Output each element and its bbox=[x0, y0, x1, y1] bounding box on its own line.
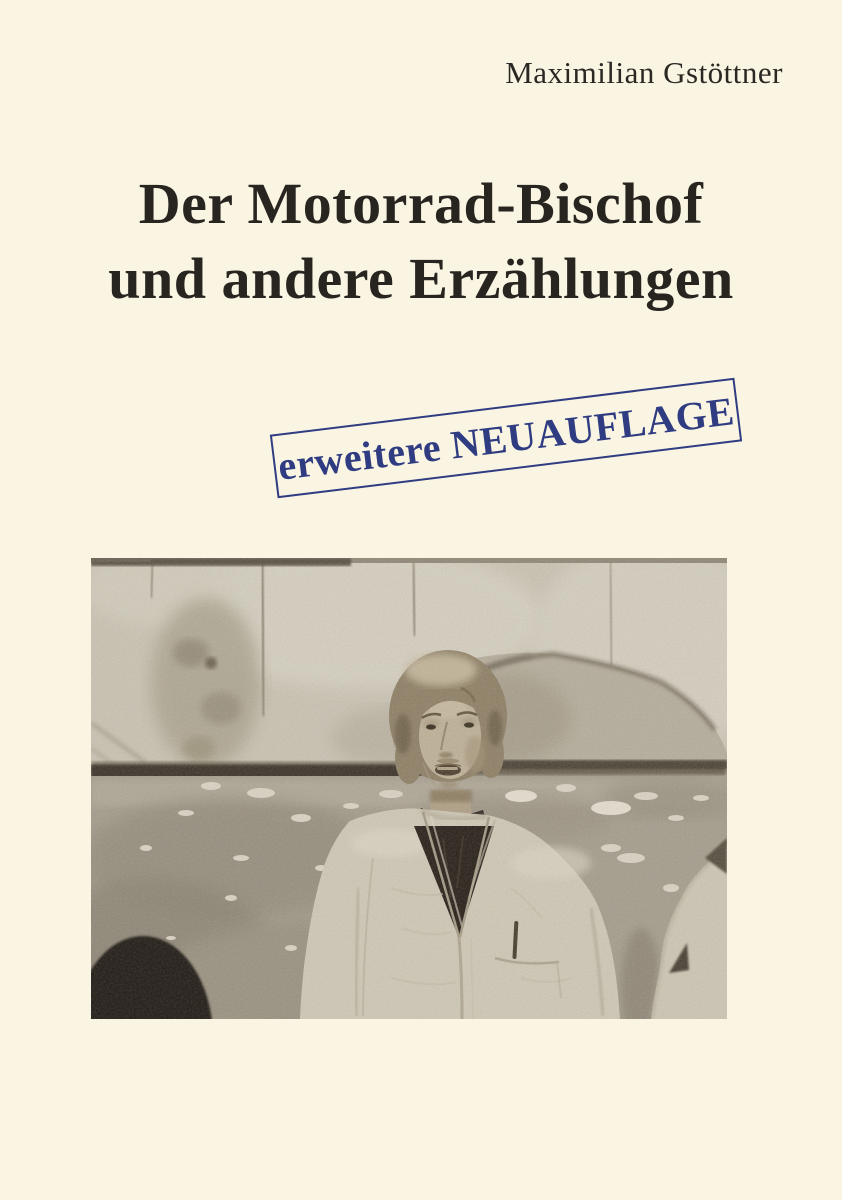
title-line-1: Der Motorrad-Bischof bbox=[138, 171, 704, 236]
edition-banner-text: erweitere NEUAUFLAGE bbox=[275, 387, 737, 489]
author-name: Maximilian Gstöttner bbox=[505, 55, 783, 90]
book-title bbox=[0, 166, 842, 316]
cover-photo-illustration bbox=[91, 558, 727, 1019]
edition-banner bbox=[270, 378, 742, 499]
cover-photo bbox=[91, 558, 727, 1019]
title-line-2: und andere Erzählungen bbox=[108, 246, 734, 311]
